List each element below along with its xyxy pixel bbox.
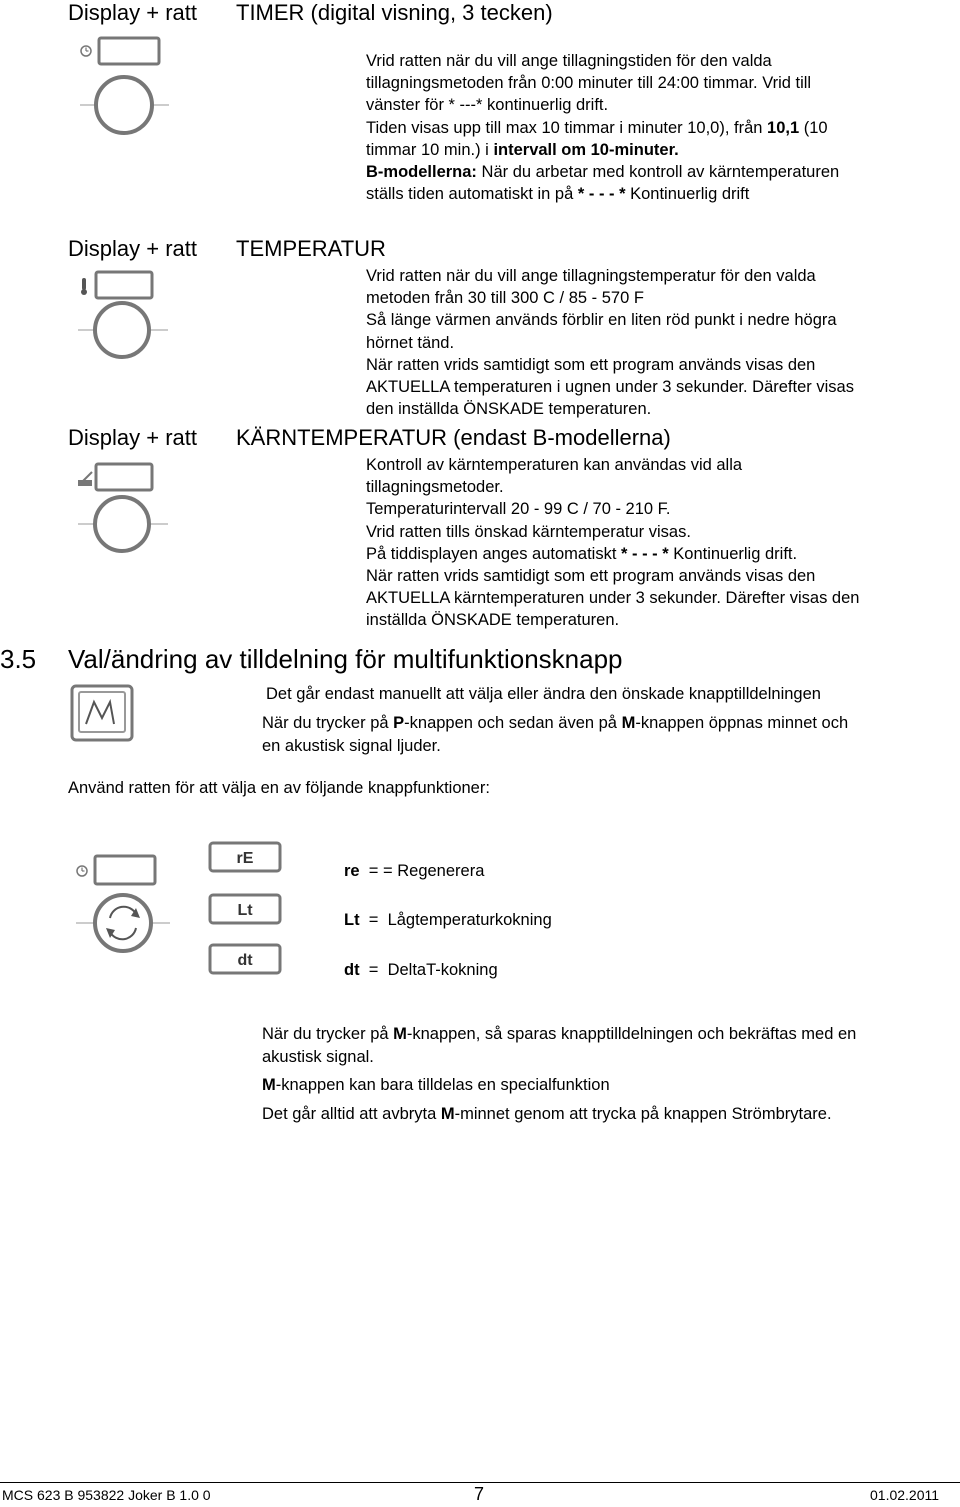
rotate-arrows-icon (106, 907, 140, 940)
karn-title: KÄRNTEMPERATUR (endast B-modellerna) (236, 425, 671, 450)
function-dt: dt = DeltaT-kokning (344, 961, 498, 979)
function-re: re = = Regenerera (344, 862, 485, 880)
section-p2: När du trycker på P-knappen och sedan även på M-knappen öppnas minnet och en akustisk signal ljuder. (262, 714, 849, 755)
karn-dial (78, 497, 168, 551)
thermometer-icon (81, 278, 87, 295)
m-key-icon (70, 684, 136, 744)
probe-icon (78, 472, 92, 486)
timer-label: Display + ratt (68, 0, 197, 25)
svg-text:rE: rE (236, 850, 254, 867)
page-number: 7 (474, 1484, 485, 1504)
closing-p2: M-knappen kan bara tilldelas en specialfunktion (262, 1076, 610, 1094)
key-re (210, 843, 280, 871)
section-p1: Det går endast manuellt att välja eller ändra den önskade knapptilldelningen (266, 685, 821, 703)
svg-text:dt: dt (237, 952, 253, 969)
clock-icon (77, 866, 87, 876)
function-lt: Lt = Lågtemperaturkokning (344, 911, 552, 929)
function-keys-illustration (70, 838, 290, 978)
closing-p3: Det går alltid att avbryta M-minnet genom att trycka på knappen Strömbrytare. (262, 1105, 832, 1123)
section-number: 3.5 (0, 644, 37, 674)
karn-display-dial-illustration (72, 458, 172, 566)
section-title: Val/ändring av tilldelning för multifunktionsknapp (68, 644, 623, 674)
timer-display-dial-illustration (72, 32, 172, 142)
key-dt (210, 945, 280, 973)
clock-icon (81, 46, 91, 56)
footer-doc-id: MCS 623 B 953822 Joker B 1.0 0 (2, 1487, 211, 1503)
selection-dial (76, 895, 170, 951)
temperatur-description: Vrid ratten när du vill ange tillagningstemperatur för den valda metoden från 30 till 300 C / 85 - 570 F Så länge värmen används förblir en liten röd punkt i nedre högra hörnet tänd. När ratten vrids samtidigt som ett program används visas den AKTUELLA temperaturen i ugnen under 3 sekunder. Därefter visas den inställda ÖNSKADE temperaturen. (366, 267, 854, 419)
key-lt (210, 895, 280, 923)
temperatur-display-dial-illustration (72, 268, 172, 376)
timer-title: TIMER (digital visning, 3 tecken) (236, 0, 553, 25)
karn-label: Display + ratt (68, 425, 197, 450)
temperatur-label: Display + ratt (68, 236, 197, 261)
closing-p1: När du trycker på M-knappen, så sparas knapptilldelningen och bekräftas med en akustisk signal. (262, 1025, 857, 1066)
timer-description: Vrid ratten när du vill ange tillagningstiden för den valda tillagningsmetoden från 0:00 minuter till 24:00 timmar. Vrid till vänster för * ---* kontinuerlig drift. Tiden visas upp till max 10 timmar i minuter 10,0), från 10,1 (10 timmar 10 min.) i intervall om 10-minuter. B-modellerna: När du arbetar med kontroll av kärntemperaturen ställs tiden automatiskt in på * - - - * Kontinuerlig drift (366, 52, 840, 204)
footer-divider (0, 1482, 960, 1483)
karn-description: Kontroll av kärntemperaturen kan användas vid alla tillagningsmetoder. Temperaturintervall 20 - 99 C / 70 - 210 F. Vrid ratten tills önskad kärntemperatur visas. På tiddisplayen anges automatiskt * - - - * Kontinuerlig drift. När ratten vrids samtidigt som ett program används visas den AKTUELLA kärntemperaturen under 3 sekunder. Därefter visas den inställda ÖNSKADE temperaturen. (366, 456, 860, 630)
svg-text:Lt: Lt (237, 902, 253, 919)
footer-date: 01.02.2011 (870, 1487, 940, 1503)
temperatur-title: TEMPERATUR (236, 236, 386, 261)
section-p3: Använd ratten för att välja en av följande knappfunktioner: (68, 779, 490, 797)
temperatur-dial (78, 303, 168, 357)
timer-dial (80, 77, 169, 133)
